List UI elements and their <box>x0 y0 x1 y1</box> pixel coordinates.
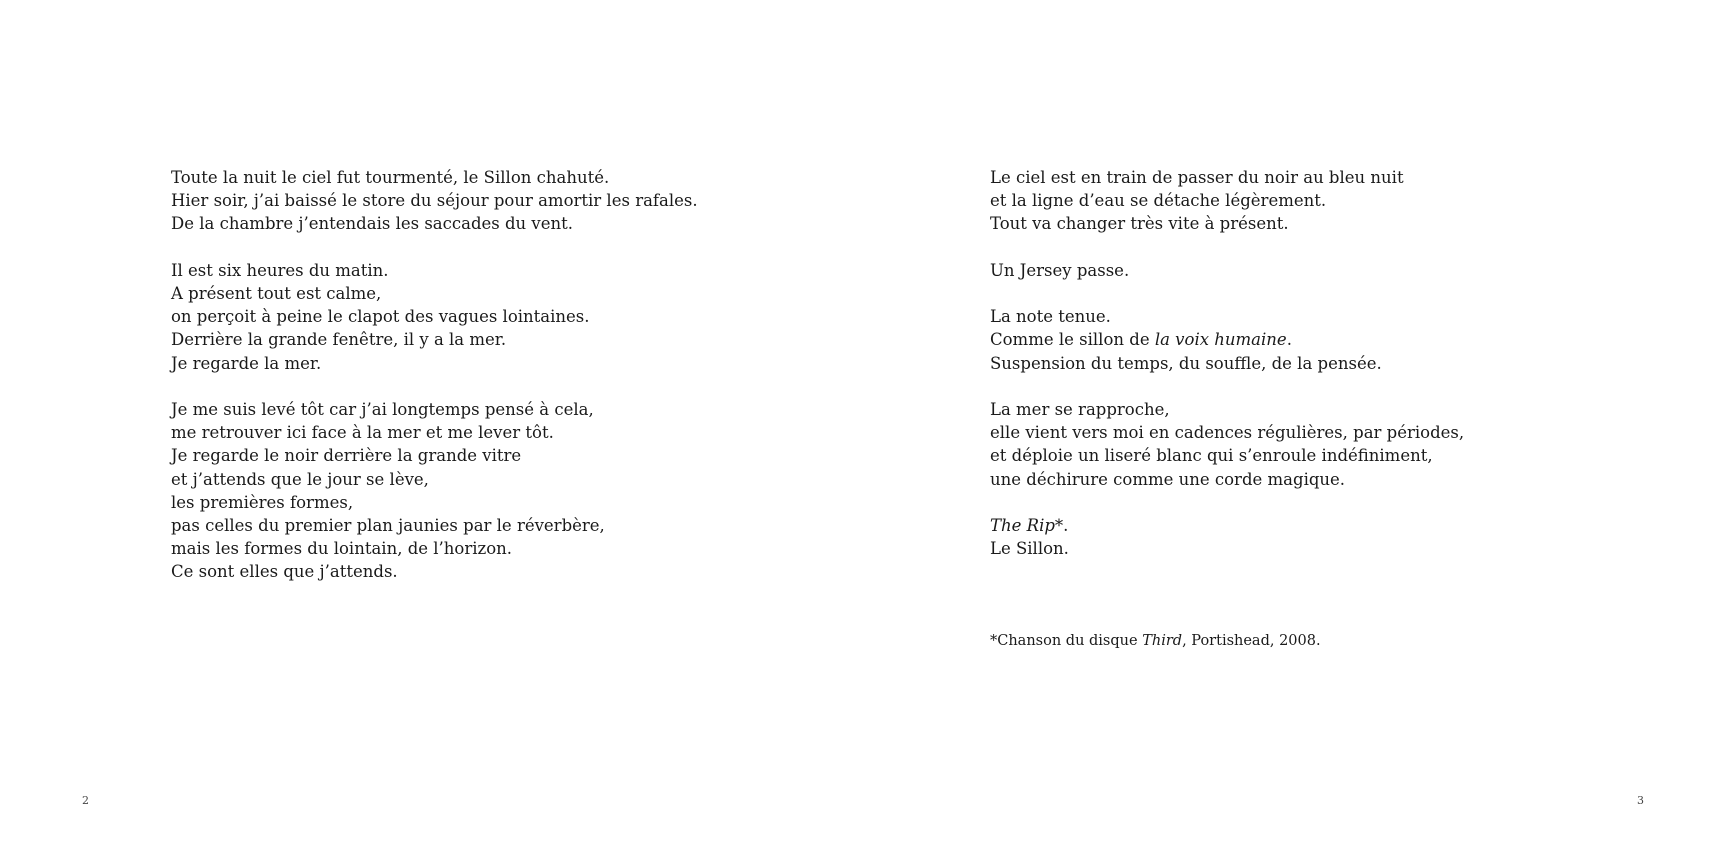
poem-line: Toute la nuit le ciel fut tourmenté, le Sillon chahuté. <box>171 168 610 187</box>
poem-line: pas celles du premier plan jaunies par le réverbère, <box>171 516 605 536</box>
stanza-6 <box>990 305 1464 375</box>
poem-line: Un Jersey passe. <box>990 260 1130 280</box>
poem-line <box>990 328 1464 351</box>
stanza-7 <box>990 398 1464 491</box>
poem-line: les premières formes, <box>171 492 354 512</box>
poem-line: mais les formes du lointain, de l’horizon. <box>171 539 513 559</box>
poem-line <box>990 514 1464 537</box>
italic-title: la voix humaine <box>1154 330 1287 350</box>
stanza-1 <box>171 166 698 236</box>
line-text: *. <box>1054 515 1069 535</box>
poem-line: et déploie un liseré blanc qui s’enroule indéfiniment, <box>990 446 1433 466</box>
poem-line: une déchirure comme une corde magique. <box>990 469 1346 489</box>
footnote-text: *Chanson du disque <box>990 633 1143 649</box>
poem-line: Ce sont elles que j’attends. <box>171 562 398 582</box>
poem-line: La note tenue. <box>990 307 1111 327</box>
footnote-album-title: Third <box>1142 633 1183 649</box>
footnote-text: , Portishead, 2008. <box>1182 633 1321 649</box>
footnote <box>990 633 1321 649</box>
poem-line: Le Sillon. <box>990 539 1069 559</box>
poem-line: Suspension du temps, du souffle, de la pensée. <box>990 353 1382 373</box>
poem-line: on perçoit à peine le clapot des vagues lointaines. <box>171 307 590 327</box>
poem-line: et la ligne d’eau se détache légèrement. <box>990 191 1327 211</box>
poem-line: et j’attends que le jour se lève, <box>171 469 429 489</box>
line-text: . <box>1286 330 1292 350</box>
stanza-2 <box>171 259 698 375</box>
poem-column-left <box>171 166 698 607</box>
poem-line: A présent tout est calme, <box>171 284 382 303</box>
poem-column-right <box>990 166 1464 584</box>
stanza-4 <box>990 166 1464 236</box>
page-number-left: 2 <box>82 794 89 807</box>
poem-line: Derrière la grande fenêtre, il y a la mer. <box>171 330 507 350</box>
poem-line: elle vient vers moi en cadences régulières, par périodes, <box>990 423 1465 443</box>
poem-line: De la chambre j’entendais les saccades du vent. <box>171 214 574 234</box>
right-page <box>857 0 1714 857</box>
poem-line: Je regarde le noir derrière la grande vitre <box>171 446 522 466</box>
stanza-5 <box>990 259 1464 282</box>
poem-line: Je regarde la mer. <box>171 353 322 373</box>
line-text: Comme le sillon de <box>990 330 1155 350</box>
poem-line: La mer se rapproche, <box>990 399 1170 419</box>
poem-line: Tout va changer très vite à présent. <box>990 214 1289 234</box>
stanza-3 <box>171 398 698 584</box>
poem-line: Hier soir, j’ai baissé le store du séjour pour amortir les rafales. <box>171 191 698 211</box>
poem-line: me retrouver ici face à la mer et me lever tôt. <box>171 423 554 443</box>
poem-line: Je me suis levé tôt car j’ai longtemps pensé à cela, <box>171 400 594 419</box>
stanza-8 <box>990 514 1464 560</box>
poem-line: Il est six heures du matin. <box>171 260 389 280</box>
italic-title: The Rip <box>990 515 1055 535</box>
page-number-right: 3 <box>1637 794 1644 807</box>
poem-line: Le ciel est en train de passer du noir au bleu nuit <box>990 168 1404 187</box>
